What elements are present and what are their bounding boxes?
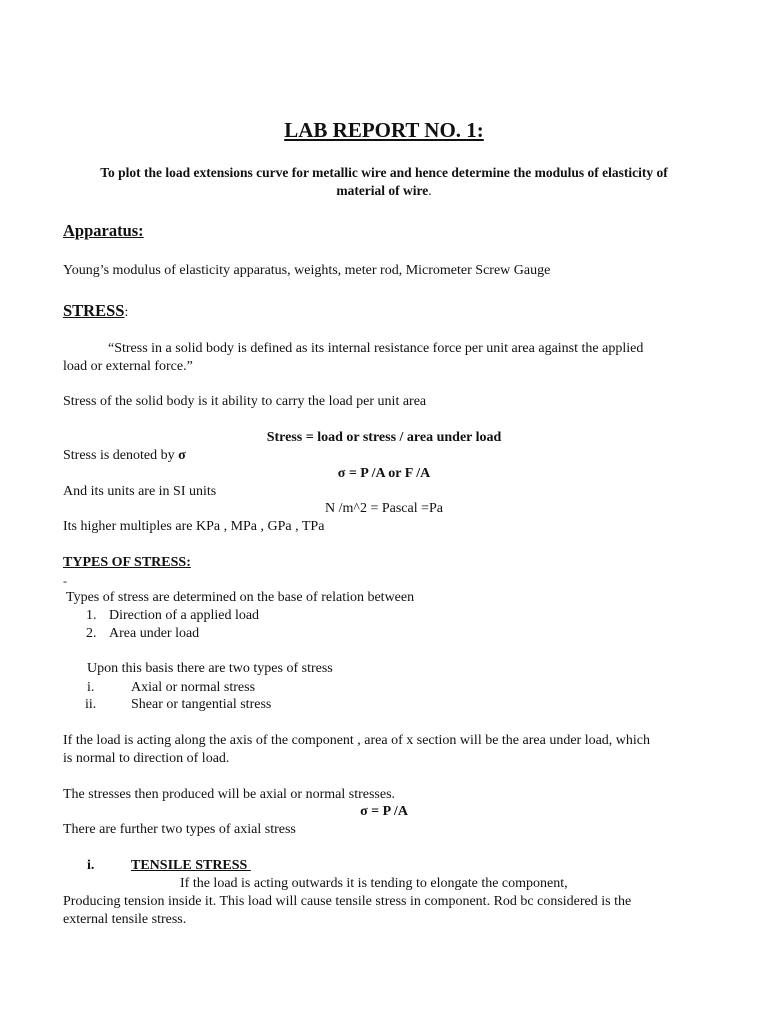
stress-formula: Stress = load or stress / area under load (266, 430, 502, 445)
numbered-item-1-text: Direction of a applied load (109, 608, 260, 623)
numbered-item-2-num: 2. (86, 626, 97, 641)
stress-quote-line-1: “Stress in a solid body is defined as its internal resistance force per unit area against the applied (108, 341, 644, 356)
units-formula: N /m^2 = Pascal =Pa (324, 501, 443, 516)
types-basis: Upon this basis there are two types of stress (87, 661, 333, 676)
multiples-text: Its higher multiples are KPa , MPa , GPa , TPa (63, 519, 325, 534)
types-dash: - (63, 574, 67, 588)
objective-line-1: To plot the load extensions curve for metallic wire and hence determine the modulus of elasticity of (100, 165, 668, 180)
axis-line-2: is normal to direction of load. (63, 751, 230, 766)
stress-denoted-line (63, 447, 186, 464)
sigma-symbol: σ (178, 448, 186, 463)
tensile-num: i. (87, 858, 95, 873)
types-heading: TYPES OF STRESS: (63, 555, 191, 570)
axis-line-1: If the load is acting along the axis of the component , area of x section will be the area under load, which (63, 733, 651, 748)
axial-formula: σ = P /A (360, 804, 408, 819)
tensile-line-2: Producing tension inside it. This load will cause tensile stress in component. Rod bc considered is the (63, 894, 632, 909)
units-text: And its units are in SI units (63, 484, 217, 499)
stress-denoted-text: Stress is denoted by (63, 448, 179, 463)
produced-text: The stresses then produced will be axial or normal stresses. (63, 787, 396, 802)
stress-heading-colon: : (124, 305, 129, 320)
sigma-formula: σ = P /A or F /A (337, 466, 431, 481)
stress-heading-text: STRESS (63, 301, 125, 320)
tensile-line-3: external tensile stress. (63, 912, 187, 927)
types-intro: Types of stress are determined on the base of relation between (66, 590, 415, 605)
apparatus-text: Young’s modulus of elasticity apparatus, weights, meter rod, Micrometer Screw Gauge (63, 263, 551, 278)
title-text: LAB REPORT NO. 1: (284, 118, 484, 142)
stress-quote-line-2: load or external force.” (63, 359, 193, 374)
numbered-item-1-num: 1. (86, 608, 97, 623)
further-text: There are further two types of axial stress (63, 822, 296, 837)
roman-item-2-text: Shear or tangential stress (131, 697, 272, 712)
roman-item-1-num: i. (87, 680, 95, 695)
numbered-item-2-text: Area under load (109, 626, 200, 641)
objective-line-2 (0, 181, 768, 200)
tensile-heading: TENSILE STRESS (131, 858, 251, 873)
roman-item-1-text: Axial or normal stress (131, 680, 256, 695)
objective-line-2-tail: . (428, 183, 432, 198)
objective-line-2-bold: material of wire (336, 183, 429, 198)
stress-ability-text: Stress of the solid body is it ability to carry the load per unit area (63, 394, 427, 409)
page-title (0, 118, 768, 143)
stress-heading (63, 301, 128, 321)
tensile-line-1: If the load is acting outwards it is tending to elongate the component, (180, 876, 568, 891)
apparatus-heading: Apparatus: (63, 221, 144, 240)
roman-item-2-num: ii. (85, 697, 97, 712)
